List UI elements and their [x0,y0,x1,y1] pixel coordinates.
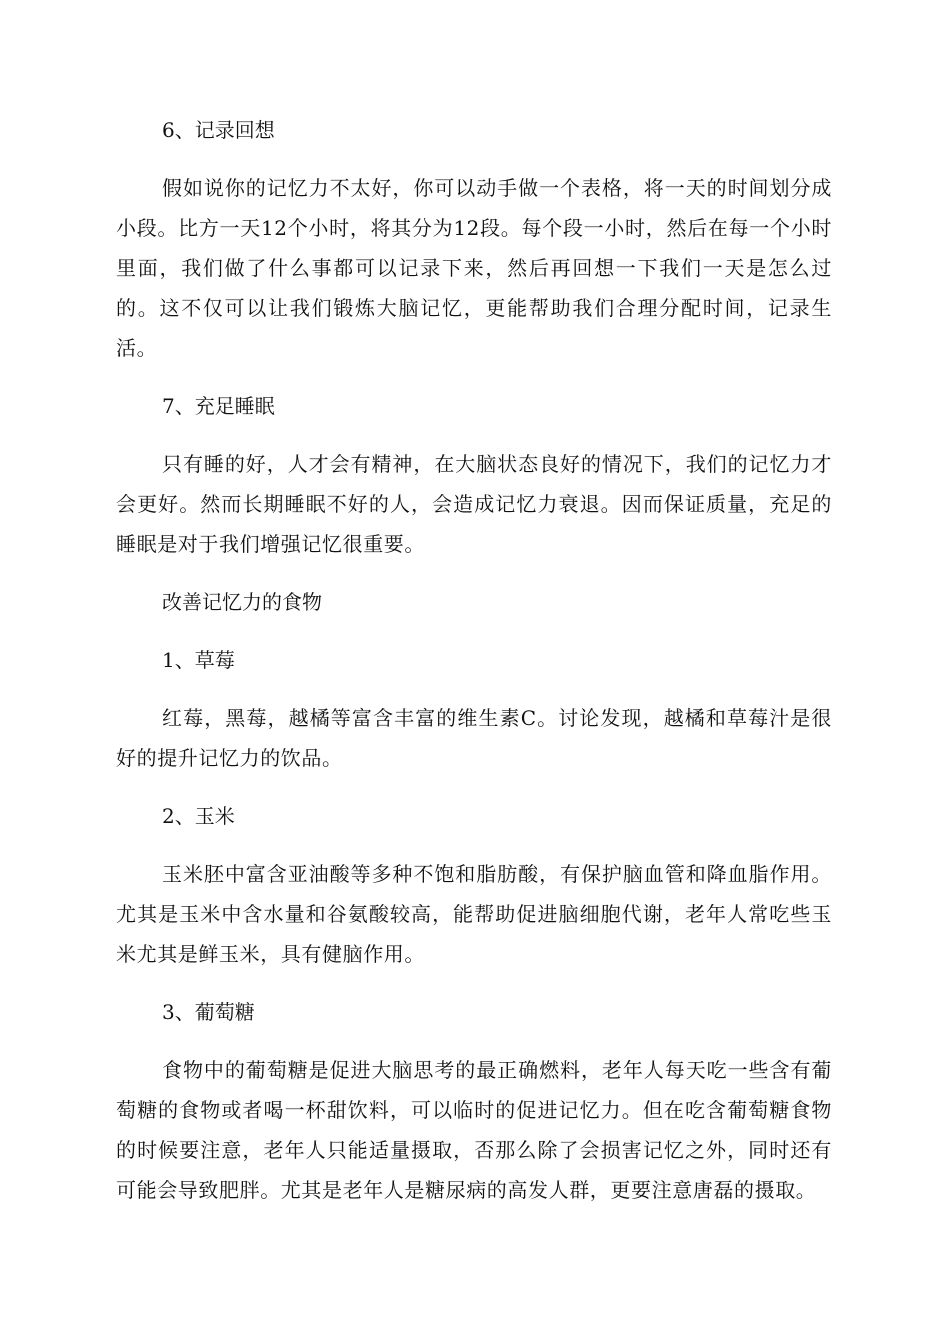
section-heading-sleep: 7、充足睡眠 [162,394,275,418]
section-heading-glucose: 3、葡萄糖 [162,1000,255,1024]
paragraph-sleep: 只有睡的好，人才会有精神，在大脑状态良好的情况下，我们的记忆力才会更好。然而长期睡眠不好的人，会造成记忆力衰退。因而保证质量，充足的睡眠是对于我们增强记忆很重要。 [116,452,832,556]
section-heading-record-recall: 6、记录回想 [162,118,275,142]
paragraph-strawberry: 红莓，黑莓，越橘等富含丰富的维生素C。讨论发现，越橘和草莓汁是很好的提升记忆力的饮品。 [116,706,832,770]
paragraph-glucose: 食物中的葡萄糖是促进大脑思考的最正确燃料，老年人每天吃一些含有葡萄糖的食物或者喝一杯甜饮料，可以临时的促进记忆力。但在吃含葡萄糖食物的时候要注意，老年人只能适量摄取，否那么除了会损害记忆之外，同时还有可能会导致肥胖。尤其是老年人是糖尿病的高发人群，更要注意唐磊的摄取。 [116,1058,832,1202]
section-heading-corn: 2、玉米 [162,804,235,828]
paragraph-corn: 玉米胚中富含亚油酸等多种不饱和脂肪酸，有保护脑血管和降血脂作用。尤其是玉米中含水量和谷氨酸较高，能帮助促进脑细胞代谢，老年人常吃些玉米尤其是鲜玉米，具有健脑作用。 [116,862,832,966]
section-heading-strawberry: 1、草莓 [162,648,235,672]
section-heading-foods: 改善记忆力的食物 [162,590,322,614]
paragraph-record-recall: 假如说你的记忆力不太好，你可以动手做一个表格，将一天的时间划分成小段。比方一天12个小时，将其分为12段。每个段一小时，然后在每一个小时里面，我们做了什么事都可以记录下来，然后再回想一下我们一天是怎么过的。这不仅可以让我们锻炼大脑记忆，更能帮助我们合理分配时间，记录生活。 [116,176,832,360]
